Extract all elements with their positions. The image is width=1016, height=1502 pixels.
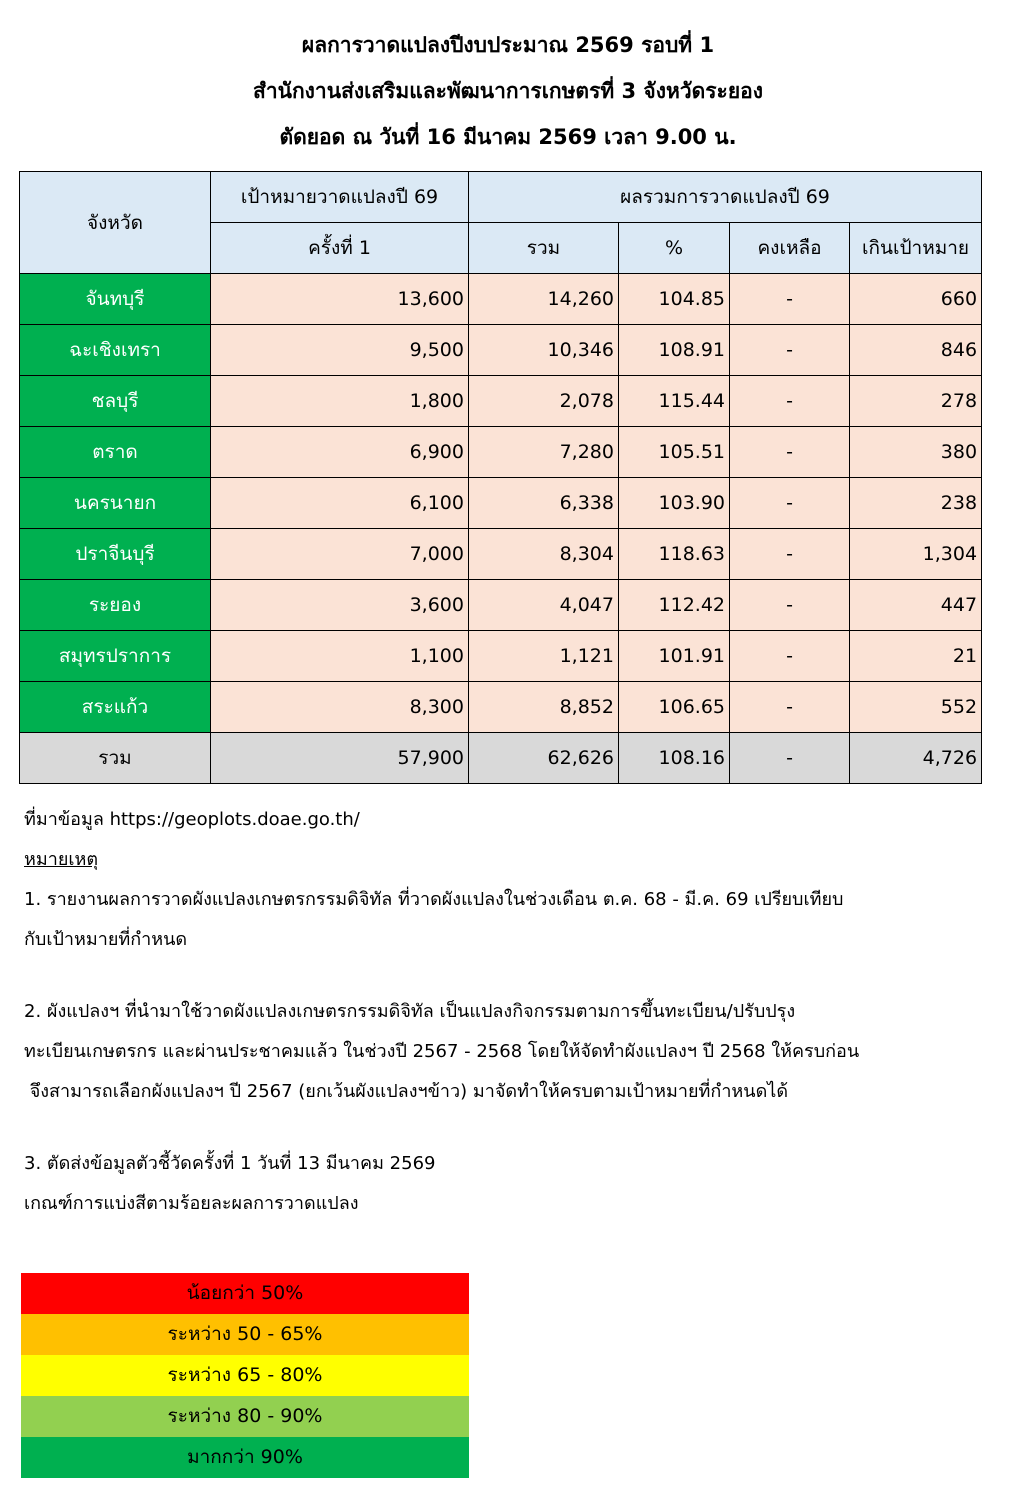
percent-cell: 108.91 (619, 325, 730, 376)
over-target-cell: 1,304 (850, 529, 982, 580)
over-target-cell: 21 (850, 631, 982, 682)
header-remaining: คงเหลือ (730, 223, 850, 274)
remaining-cell: - (730, 580, 850, 631)
total-cell: 8,852 (469, 682, 619, 733)
target-cell: 8,300 (211, 682, 469, 733)
province-cell: สมุทรปราการ (20, 631, 211, 682)
target-cell: 7,000 (211, 529, 469, 580)
report-cutoff-date: ตัดยอด ณ วันที่ 16 มีนาคม 2569 เวลา 9.00 น. (279, 125, 737, 149)
plot-drawing-results-table (19, 171, 982, 784)
table-row (20, 682, 982, 733)
data-source: ที่มาข้อมูล https://geoplots.doae.go.th/ (24, 809, 360, 830)
header-target-group: เป้าหมายวาดแปลงปี 69 (211, 172, 469, 223)
header-total: รวม (469, 223, 619, 274)
total-label-cell: รวม (20, 733, 211, 784)
remaining-cell: - (730, 529, 850, 580)
total-remaining-cell: - (730, 733, 850, 784)
table-row (20, 529, 982, 580)
note-2-line-1: 2. ผังแปลงฯ ที่นำมาใช้วาดผังแปลงเกษตรกรรมดิจิทัล เป็นแปลงกิจกรรมตามการขึ้นทะเบียน/ปรับปรุง (24, 1001, 796, 1022)
note-3: 3. ตัดส่งข้อมูลตัวชี้วัดครั้งที่ 1 วันที่ 13 มีนาคม 2569 (24, 1153, 436, 1174)
remaining-cell: - (730, 631, 850, 682)
remaining-cell: - (730, 478, 850, 529)
total-cell: 8,304 (469, 529, 619, 580)
percent-cell: 106.65 (619, 682, 730, 733)
header-result-group: ผลรวมการวาดแปลงปี 69 (469, 172, 982, 223)
table-row (20, 325, 982, 376)
header-over-target: เกินเป้าหมาย (850, 223, 982, 274)
grand-total-cell: 62,626 (469, 733, 619, 784)
percent-cell: 103.90 (619, 478, 730, 529)
report-subtitle-office: สำนักงานส่งเสริมและพัฒนาการเกษตรที่ 3 จังหวัดระยอง (253, 79, 763, 103)
header-province: จังหวัด (20, 172, 211, 274)
total-cell: 2,078 (469, 376, 619, 427)
target-cell: 3,600 (211, 580, 469, 631)
report-titles (0, 22, 1016, 160)
target-cell: 1,800 (211, 376, 469, 427)
over-target-cell: 238 (850, 478, 982, 529)
header-round1: ครั้งที่ 1 (211, 223, 469, 274)
table-row (20, 478, 982, 529)
total-cell: 4,047 (469, 580, 619, 631)
over-target-cell: 660 (850, 274, 982, 325)
total-cell: 1,121 (469, 631, 619, 682)
total-over-target-cell: 4,726 (850, 733, 982, 784)
table-row (20, 376, 982, 427)
legend-title: เกณฑ์การแบ่งสีตามร้อยละผลการวาดแปลง (24, 1193, 359, 1214)
note-1-line-1: 1. รายงานผลการวาดผังแปลงเกษตรกรรมดิจิทัล ที่วาดผังแปลงในช่วงเดือน ต.ค. 68 - มี.ค. 69 เปรียบเทียบ (24, 889, 844, 910)
report-title: ผลการวาดแปลงปีงบประมาณ 2569 รอบที่ 1 (301, 33, 715, 57)
remaining-cell: - (730, 427, 850, 478)
remaining-cell: - (730, 274, 850, 325)
table-row (20, 631, 982, 682)
total-target-cell: 57,900 (211, 733, 469, 784)
percent-cell: 101.91 (619, 631, 730, 682)
province-cell: ระยอง (20, 580, 211, 631)
remaining-cell: - (730, 682, 850, 733)
over-target-cell: 278 (850, 376, 982, 427)
note-1-line-2: กับเป้าหมายที่กำหนด (24, 929, 188, 950)
total-percent-cell: 108.16 (619, 733, 730, 784)
total-cell: 10,346 (469, 325, 619, 376)
target-cell: 6,100 (211, 478, 469, 529)
header-percent: % (619, 223, 730, 274)
target-cell: 13,600 (211, 274, 469, 325)
province-cell: ปราจีนบุรี (20, 529, 211, 580)
legend-item: ระหว่าง 65 - 80% (21, 1355, 469, 1396)
notes-section (24, 800, 994, 1224)
total-row (20, 733, 982, 784)
target-cell: 9,500 (211, 325, 469, 376)
over-target-cell: 552 (850, 682, 982, 733)
legend-item: น้อยกว่า 50% (21, 1273, 469, 1314)
note-2-line-3: จึงสามารถเลือกผังแปลงฯ ปี 2567 (ยกเว้นผังแปลงฯข้าว) มาจัดทำให้ครบตามเป้าหมายที่กำหนดได้ (24, 1081, 789, 1102)
note-2-line-2: ทะเบียนเกษตรกร และผ่านประชาคมแล้ว ในช่วงปี 2567 - 2568 โดยให้จัดทำผังแปลงฯ ปี 2568 ให้ครบก่อน (24, 1041, 860, 1062)
percent-cell: 104.85 (619, 274, 730, 325)
over-target-cell: 846 (850, 325, 982, 376)
percent-cell: 112.42 (619, 580, 730, 631)
province-cell: ตราด (20, 427, 211, 478)
province-cell: สระแก้ว (20, 682, 211, 733)
total-cell: 14,260 (469, 274, 619, 325)
total-cell: 6,338 (469, 478, 619, 529)
remaining-cell: - (730, 325, 850, 376)
province-cell: จันทบุรี (20, 274, 211, 325)
table-row (20, 274, 982, 325)
over-target-cell: 447 (850, 580, 982, 631)
percent-cell: 118.63 (619, 529, 730, 580)
table-row (20, 580, 982, 631)
total-cell: 7,280 (469, 427, 619, 478)
table-row (20, 427, 982, 478)
percent-cell: 115.44 (619, 376, 730, 427)
province-cell: ฉะเชิงเทรา (20, 325, 211, 376)
percent-cell: 105.51 (619, 427, 730, 478)
province-cell: นครนายก (20, 478, 211, 529)
color-legend (21, 1273, 469, 1478)
legend-item: มากกว่า 90% (21, 1437, 469, 1478)
notes-heading: หมายเหตุ (24, 849, 99, 870)
legend-item: ระหว่าง 80 - 90% (21, 1396, 469, 1437)
legend-item: ระหว่าง 50 - 65% (21, 1314, 469, 1355)
target-cell: 1,100 (211, 631, 469, 682)
over-target-cell: 380 (850, 427, 982, 478)
province-cell: ชลบุรี (20, 376, 211, 427)
target-cell: 6,900 (211, 427, 469, 478)
remaining-cell: - (730, 376, 850, 427)
